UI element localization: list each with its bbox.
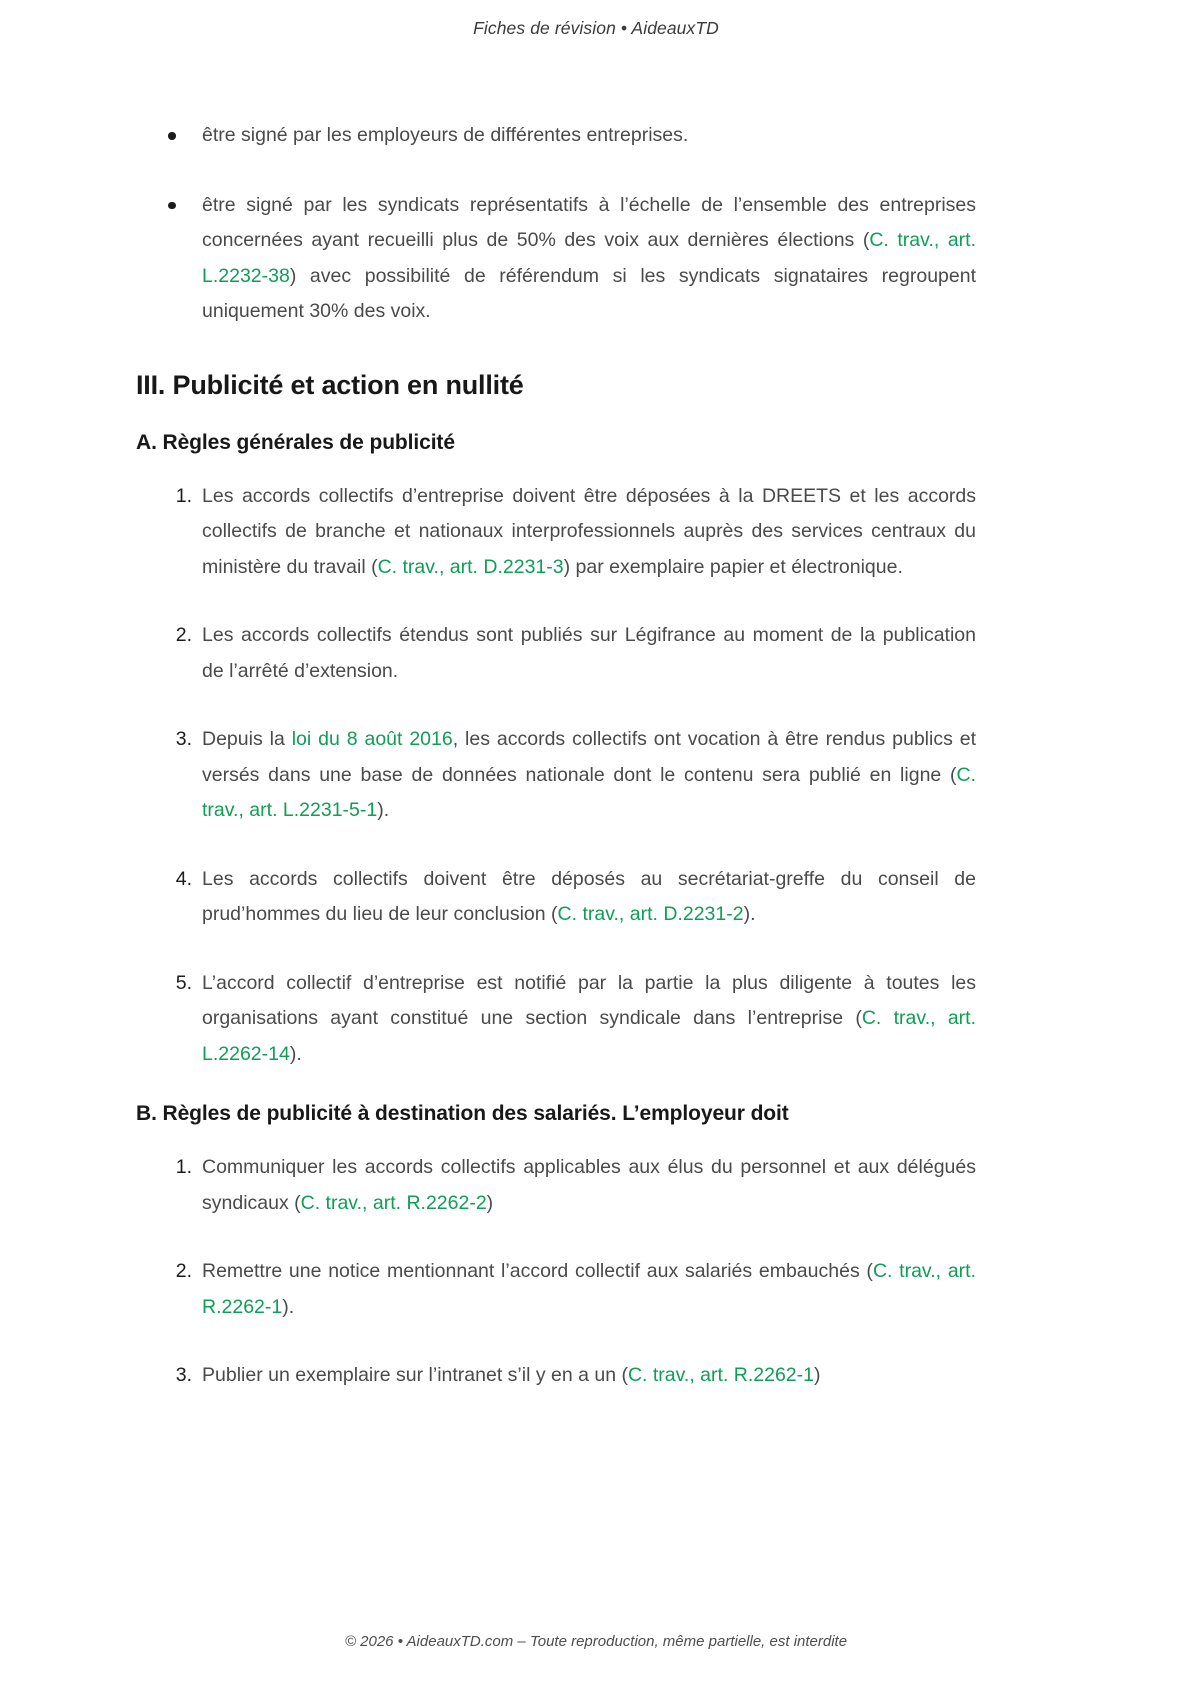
list-item-text <box>202 868 976 926</box>
numbered-list-item <box>136 966 976 1073</box>
body-text-run: ). <box>289 1042 302 1065</box>
body-text-run: être signé par les employeurs de différentes entreprises. <box>202 124 689 146</box>
list-item-number: 4. <box>175 867 192 890</box>
page-footer: © 2026 • AideauxTD.com – Toute reproduction, même partielle, est interdite <box>344 1633 848 1650</box>
body-text-run: Depuis la <box>202 728 292 750</box>
body-text-run: être signé par les syndicats représentatifs à l’échelle de l’ensemble des entreprises concernées ayant recueilli plus de 50% des voix aux dernières élections ( <box>202 193 976 251</box>
body-text-run: ) par exemplaire papier et électronique. <box>563 555 903 578</box>
numbered-list-item <box>136 862 976 933</box>
bullet-dot-icon <box>168 202 176 210</box>
list-item-number: 2. <box>175 624 192 646</box>
numbered-list <box>136 479 976 1073</box>
numbered-list-item <box>136 618 976 689</box>
body-text-run: Remettre une notice mentionnant l’accord collectif aux salariés embauchés ( <box>202 1260 873 1282</box>
body-text-run: Communiquer les accords collectifs applicables aux élus du personnel et aux délégués syndicaux ( <box>202 1156 976 1214</box>
list-item-number: 1. <box>175 1156 192 1178</box>
document-content <box>136 118 976 1394</box>
body-text-run: ) <box>814 1364 821 1386</box>
numbered-list-item <box>136 722 976 829</box>
running-header: Fiches de révision • AideauxTD <box>473 18 719 38</box>
list-item-number: 3. <box>175 1364 192 1386</box>
body-text-run: L’accord collectif d’entreprise est notifié par la partie la plus diligente à toutes les organisations ayant constitué une section syndicale dans l’entreprise ( <box>202 971 976 1029</box>
legal-reference: C. trav., art. D.2231-2 <box>557 903 744 925</box>
bullet-list-item <box>136 118 976 154</box>
list-item-text <box>202 1364 821 1386</box>
body-text-run: Les accords collectifs étendus sont publiés sur Légifrance au moment de la publication de l’arrêté d’extension. <box>202 624 976 682</box>
legal-reference: C. trav., art. D.2231-3 <box>377 555 564 578</box>
numbered-list-item <box>136 1358 976 1394</box>
body-text-run: ) avec possibilité de référendum si les syndicats signataires regroupent uniquement 30% des voix. <box>202 264 976 322</box>
legal-reference: C. trav., art. R.2262-1 <box>202 1260 976 1318</box>
numbered-list-item <box>136 1150 976 1221</box>
bullet-item-text <box>202 124 688 146</box>
body-text-run: Les accords collectifs doivent être déposés au secrétariat-greffe du conseil de prud’hommes du lieu de leur conclusion ( <box>202 867 976 925</box>
body-text-run: ). <box>743 903 756 925</box>
body-text-run: , les accords collectifs ont vocation à être rendus publics et versés dans une base de données nationale dont le contenu sera publié en ligne ( <box>202 728 976 786</box>
subsection-container <box>136 431 976 1394</box>
numbered-list-item <box>136 1254 976 1325</box>
list-item-text <box>202 624 976 682</box>
bullet-item-text <box>202 194 976 323</box>
subsection-heading: B. Règles de publicité à destination des salariés. L’employeur doit <box>136 1102 789 1125</box>
body-text-run: ). <box>377 799 390 821</box>
legal-reference: C. trav., art. L.2231-5-1 <box>202 763 976 821</box>
subsection-heading: A. Règles générales de publicité <box>136 430 455 454</box>
list-item-text <box>202 1260 976 1318</box>
numbered-list <box>136 1150 976 1394</box>
legal-reference: C. trav., art. L.2262-14 <box>202 1007 976 1065</box>
list-item-number: 1. <box>175 484 192 507</box>
bullet-dot-icon <box>168 132 176 140</box>
section-heading: III. Publicité et action en nullité <box>136 369 524 400</box>
legal-reference: C. trav., art. R.2262-2 <box>300 1191 487 1214</box>
numbered-list-item <box>136 479 976 586</box>
body-text-run: ) <box>486 1191 494 1214</box>
legal-reference: loi du 8 août 2016 <box>291 728 453 750</box>
intro-bullet-list <box>136 118 976 330</box>
list-item-text <box>202 728 976 821</box>
list-item-text <box>202 972 976 1065</box>
list-item-text <box>202 1156 976 1214</box>
list-item-number: 2. <box>175 1260 192 1282</box>
legal-reference: C. trav., art. L.2232-38 <box>202 229 976 287</box>
body-text-run: ). <box>282 1295 295 1318</box>
list-item-number: 3. <box>175 728 192 750</box>
list-item-number: 5. <box>175 971 192 994</box>
body-text-run: Les accords collectifs d’entreprise doivent être déposées à la DREETS et les accords collectifs de branche et nationaux interprofessionnels auprès des services centraux du ministère du travail ( <box>202 484 976 578</box>
body-text-run: Publier un exemplaire sur l’intranet s’il y en a un ( <box>202 1364 628 1386</box>
legal-reference: C. trav., art. R.2262-1 <box>627 1364 814 1386</box>
list-item-text <box>202 485 976 578</box>
bullet-list-item <box>136 188 976 330</box>
